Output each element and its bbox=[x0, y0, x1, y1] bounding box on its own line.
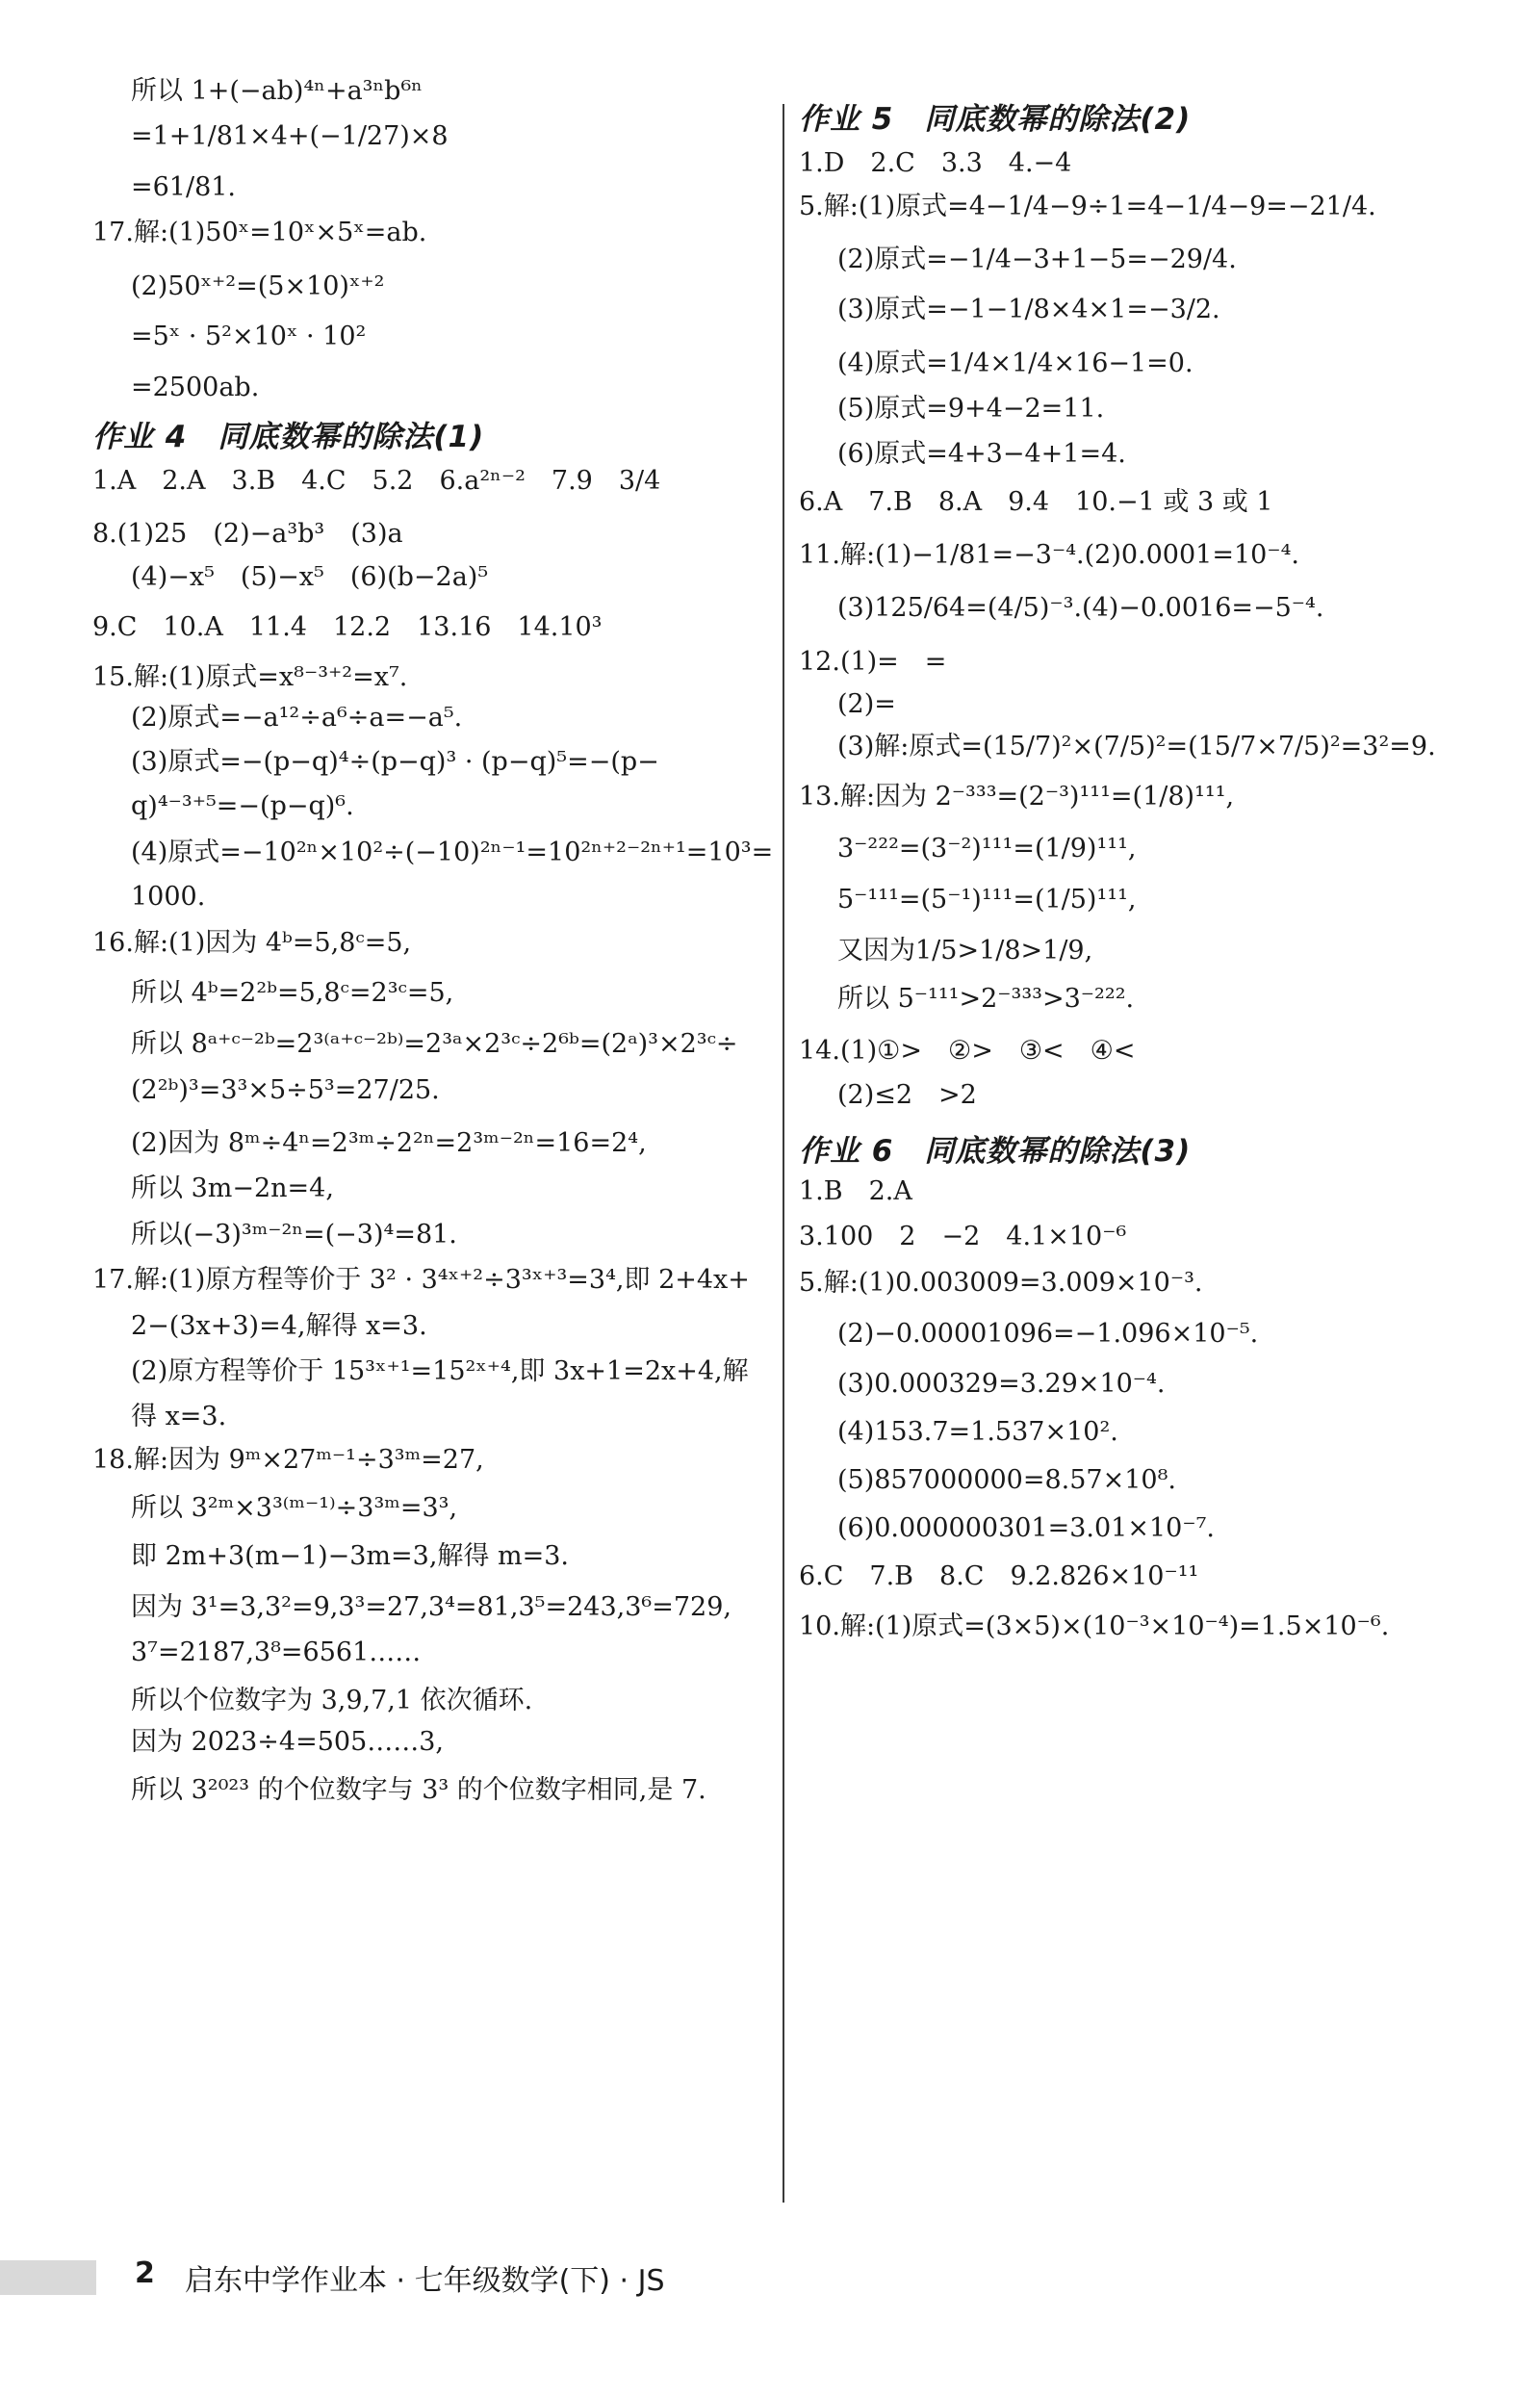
answer-line: 6.A 7.B 8.A 9.4 10.−1 或 3 或 1 bbox=[799, 487, 1273, 517]
answer-line: 5.解:(1)0.003009=3.009×10⁻³. bbox=[799, 1268, 1203, 1298]
answer-line: (6)原式=4+3−4+1=4. bbox=[837, 439, 1126, 469]
answer-line: (5)857000000=8.57×10⁸. bbox=[837, 1465, 1176, 1495]
answer-line: 所以 3m−2n=4, bbox=[131, 1173, 334, 1203]
answer-line: (2)原式=−a¹²÷a⁶÷a=−a⁵. bbox=[131, 703, 463, 733]
answer-line: 17.解:(1)原方程等价于 3² · 3⁴ˣ⁺²÷3³ˣ⁺³=3⁴,即 2+4x+ bbox=[92, 1265, 750, 1295]
answer-line: (4)原式=−10²ⁿ×10²÷(−10)²ⁿ⁻¹=10²ⁿ⁺²⁻²ⁿ⁺¹=10³= bbox=[131, 838, 774, 867]
answer-line: 即 2m+3(m−1)−3m=3,解得 m=3. bbox=[131, 1541, 569, 1571]
answer-line: 所以个位数字为 3,9,7,1 依次循环. bbox=[131, 1686, 533, 1715]
answer-line: 17.解:(1)50ˣ=10ˣ×5ˣ=ab. bbox=[92, 218, 427, 247]
answer-line: =5ˣ · 5²×10ˣ · 10² bbox=[131, 322, 367, 351]
answer-line: 16.解:(1)因为 4ᵇ=5,8ᶜ=5, bbox=[92, 928, 412, 958]
answer-line: (2)50ˣ⁺²=(5×10)ˣ⁺² bbox=[131, 271, 385, 301]
answer-line: (2²ᵇ)³=3³×5÷5³=27/25. bbox=[131, 1075, 440, 1105]
answer-line: 因为 3¹=3,3²=9,3³=27,3⁴=81,3⁵=243,3⁶=729, bbox=[131, 1592, 732, 1622]
answer-line: (2)原方程等价于 15³ˣ⁺¹=15²ˣ⁺⁴,即 3x+1=2x+4,解 bbox=[131, 1356, 749, 1386]
answer-line: (3)原式=−1−1/8×4×1=−3/2. bbox=[837, 295, 1220, 324]
answer-line: (2)原式=−1/4−3+1−5=−29/4. bbox=[837, 245, 1237, 274]
answer-line: (4)−x⁵ (5)−x⁵ (6)(b−2a)⁵ bbox=[131, 562, 489, 592]
answer-line: =61/81. bbox=[131, 172, 237, 202]
answer-line: 1.A 2.A 3.B 4.C 5.2 6.a²ⁿ⁻² 7.9 3/4 bbox=[92, 466, 661, 496]
answer-line: 3⁷=2187,3⁸=6561…… bbox=[131, 1637, 422, 1667]
answer-line: 18.解:因为 9ᵐ×27ᵐ⁻¹÷3³ᵐ=27, bbox=[92, 1445, 484, 1475]
answer-line: 5⁻¹¹¹=(5⁻¹)¹¹¹=(1/5)¹¹¹, bbox=[837, 885, 1137, 915]
answer-line: (2)= bbox=[837, 689, 896, 719]
section-heading: 作业 6 同底数幂的除法(3) bbox=[799, 1134, 1192, 1169]
answer-line: (6)0.000000301=3.01×10⁻⁷. bbox=[837, 1513, 1215, 1543]
answer-line: 11.解:(1)−1/81=−3⁻⁴.(2)0.0001=10⁻⁴. bbox=[799, 540, 1299, 570]
answer-line: 所以 3²ᵐ×3³⁽ᵐ⁻¹⁾÷3³ᵐ=3³, bbox=[131, 1493, 458, 1523]
answer-line: 12.(1)= = bbox=[799, 647, 947, 677]
answer-line: 14.(1)①> ②> ③< ④< bbox=[799, 1036, 1136, 1066]
answer-line: 6.C 7.B 8.C 9.2.826×10⁻¹¹ bbox=[799, 1561, 1199, 1591]
answer-line: 因为 2023÷4=505……3, bbox=[131, 1727, 445, 1757]
answer-line: 所以 8ᵃ⁺ᶜ⁻²ᵇ=2³⁽ᵃ⁺ᶜ⁻²ᵇ⁾=2³ᵃ×2³ᶜ÷2⁶ᵇ=(2ᵃ)³×2³ᶜ÷ bbox=[131, 1029, 738, 1059]
answer-line: (3)125/64=(4/5)⁻³.(4)−0.0016=−5⁻⁴. bbox=[837, 593, 1324, 623]
answer-line: 1000. bbox=[131, 882, 206, 912]
answer-line: (5)原式=9+4−2=11. bbox=[837, 394, 1105, 424]
book-title: 启东中学作业本 · 七年级数学(下) · JS bbox=[185, 2264, 665, 2298]
answer-line: 2−(3x+3)=4,解得 x=3. bbox=[131, 1311, 427, 1341]
answer-line: 5.解:(1)原式=4−1/4−9÷1=4−1/4−9=−21/4. bbox=[799, 192, 1376, 221]
answer-line: 1.D 2.C 3.3 4.−4 bbox=[799, 148, 1072, 178]
answer-line: 1.B 2.A bbox=[799, 1176, 912, 1206]
answer-line: 15.解:(1)原式=x⁸⁻³⁺²=x⁷. bbox=[92, 662, 408, 692]
answer-line: 所以(−3)³ᵐ⁻²ⁿ=(−3)⁴=81. bbox=[131, 1220, 457, 1250]
answer-line: 8.(1)25 (2)−a³b³ (3)a bbox=[92, 519, 403, 549]
answer-line: 所以 5⁻¹¹¹>2⁻³³³>3⁻²²². bbox=[837, 984, 1135, 1014]
answer-line: (3)原式=−(p−q)⁴÷(p−q)³ · (p−q)⁵=−(p− bbox=[131, 747, 659, 777]
answer-line: (2)因为 8ᵐ÷4ⁿ=2³ᵐ÷2²ⁿ=2³ᵐ⁻²ⁿ=16=2⁴, bbox=[131, 1128, 647, 1158]
answer-line: 9.C 10.A 11.4 12.2 13.16 14.10³ bbox=[92, 612, 603, 642]
answer-line: 得 x=3. bbox=[131, 1402, 227, 1431]
answer-line: 所以 3²⁰²³ 的个位数字与 3³ 的个位数字相同,是 7. bbox=[131, 1775, 706, 1805]
footer-gray-bar bbox=[0, 2260, 96, 2295]
answer-line: 10.解:(1)原式=(3×5)×(10⁻³×10⁻⁴)=1.5×10⁻⁶. bbox=[799, 1611, 1390, 1641]
answer-line: 又因为1/5>1/8>1/9, bbox=[837, 936, 1093, 966]
answer-line: (4)原式=1/4×1/4×16−1=0. bbox=[837, 348, 1194, 378]
answer-line: q)⁴⁻³⁺⁵=−(p−q)⁶. bbox=[131, 791, 354, 821]
answer-line: 所以 4ᵇ=2²ᵇ=5,8ᶜ=2³ᶜ=5, bbox=[131, 978, 454, 1008]
answer-line: (2)−0.00001096=−1.096×10⁻⁵. bbox=[837, 1319, 1259, 1349]
column-divider bbox=[783, 104, 784, 2203]
answer-line: =1+1/81×4+(−1/27)×8 bbox=[131, 121, 449, 151]
answer-line: 13.解:因为 2⁻³³³=(2⁻³)¹¹¹=(1/8)¹¹¹, bbox=[799, 782, 1235, 812]
answer-line: 所以 1+(−ab)⁴ⁿ+a³ⁿb⁶ⁿ bbox=[131, 76, 423, 106]
answer-line: (3)解:原式=(15/7)²×(7/5)²=(15/7×7/5)²=3²=9. bbox=[837, 732, 1436, 761]
answer-line: =2500ab. bbox=[131, 373, 260, 402]
page-number: 2 bbox=[135, 2256, 155, 2290]
section-heading: 作业 4 同底数幂的除法(1) bbox=[92, 420, 485, 454]
answer-line: (4)153.7=1.537×10². bbox=[837, 1417, 1118, 1447]
answer-line: 3⁻²²²=(3⁻²)¹¹¹=(1/9)¹¹¹, bbox=[837, 834, 1137, 863]
answer-line: (2)≤2 >2 bbox=[837, 1080, 977, 1110]
answer-line: (3)0.000329=3.29×10⁻⁴. bbox=[837, 1369, 1166, 1399]
section-heading: 作业 5 同底数幂的除法(2) bbox=[799, 102, 1192, 137]
answer-line: 3.100 2 −2 4.1×10⁻⁶ bbox=[799, 1222, 1127, 1251]
